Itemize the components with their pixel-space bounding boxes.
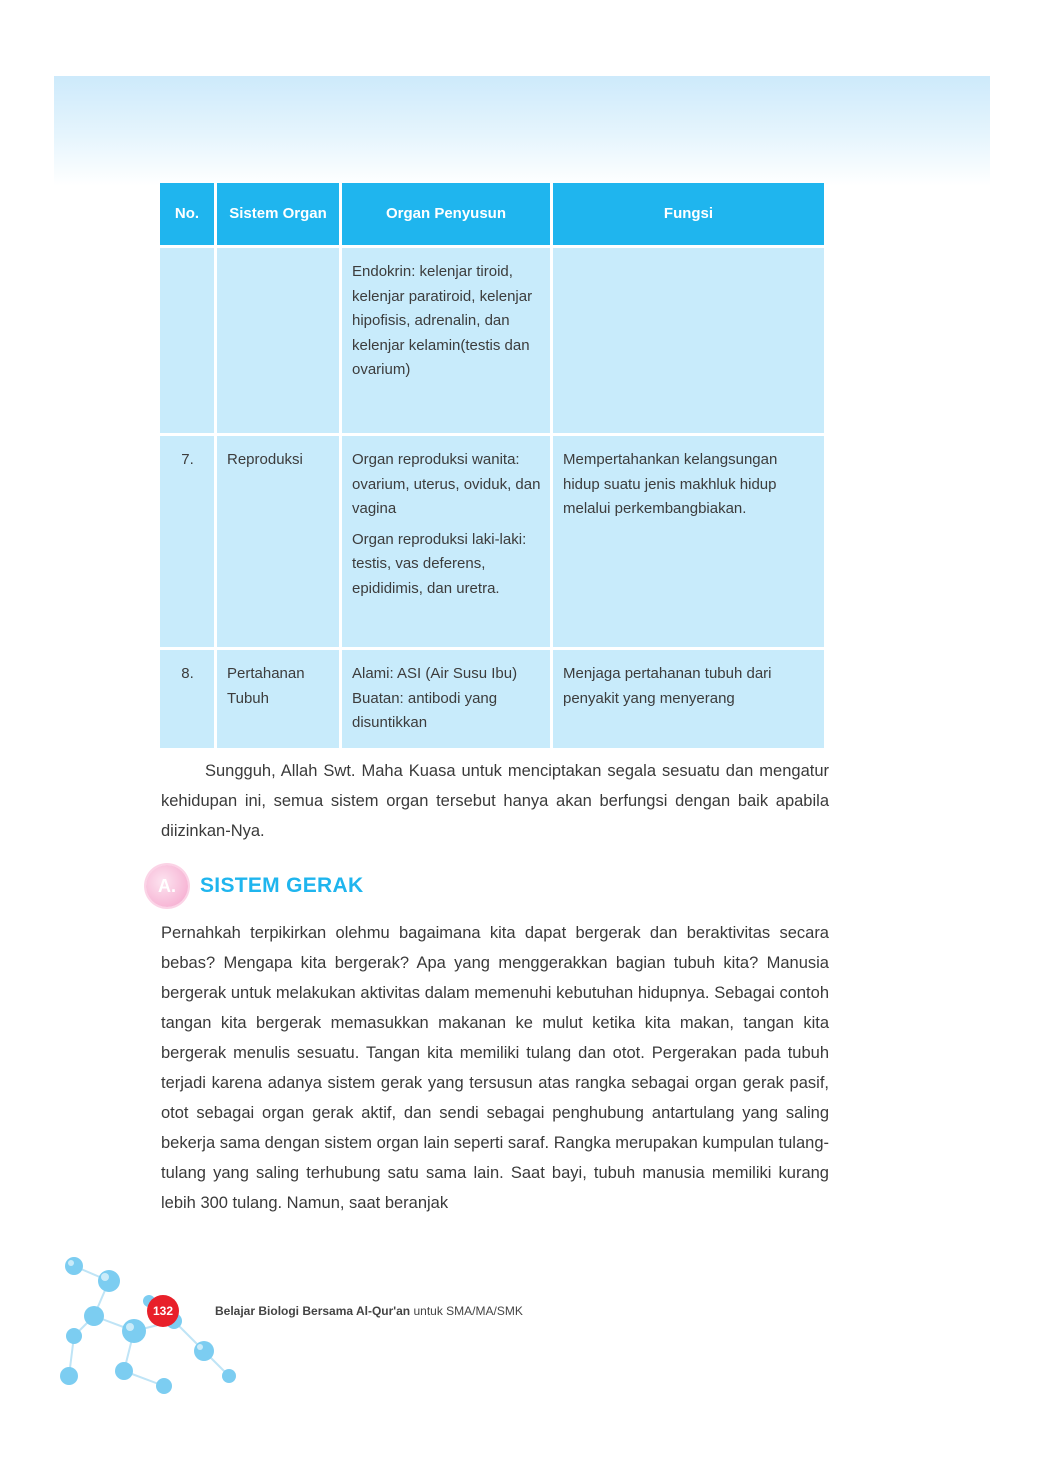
cell-fungsi: Mempertahankan kelangsungan hidup suatu jenis makhluk hidup melalui perkembangbiakan. [553, 433, 824, 647]
footer-book-title [215, 1304, 523, 1318]
cell-organ [342, 433, 550, 647]
section-badge: A. [146, 865, 188, 907]
book-page [54, 76, 990, 1403]
cell-no [160, 245, 214, 433]
header-no: No. [160, 183, 214, 245]
closing-paragraph: Sungguh, Allah Swt. Maha Kuasa untuk menciptakan segala sesuatu dan mengatur kehidupan ini, semua sistem organ tersebut hanya akan berfungsi dengan baik apabila diizinkan-Nya. [161, 762, 829, 840]
cell-fungsi: Menjaga pertahanan tubuh dari penyakit yang menyerang [553, 647, 824, 748]
section-title: SISTEM GERAK [200, 874, 364, 897]
header-gradient-band [54, 76, 990, 186]
table-row [160, 245, 824, 433]
page-footer [147, 1294, 523, 1328]
table-row [160, 647, 824, 748]
cell-no: 8. [160, 647, 214, 748]
cell-sistem: Reproduksi [217, 433, 339, 647]
header-organ-penyusun: Organ Penyusun [342, 183, 550, 245]
header-sistem-organ: Sistem Organ [217, 183, 339, 245]
body-text-block [161, 918, 829, 1218]
cell-organ [342, 647, 550, 748]
cell-no: 7. [160, 433, 214, 647]
book-audience: untuk SMA/MA/SMK [413, 1304, 523, 1318]
organ-system-table [157, 183, 827, 748]
organ-line: Organ reproduksi laki-laki: testis, vas deferens, epididimis, dan uretra. [352, 530, 527, 597]
organ-line: Organ reproduksi wanita: ovarium, uterus, oviduk, dan vagina [352, 451, 541, 517]
body-paragraph: Pernahkah terpikirkan olehmu bagaimana kita dapat bergerak dan beraktivitas secara bebas? Mengapa kita bergerak? Apa yang menggerakkan bagian tubuh kita? Manusia bergerak untuk melakukan aktivitas dalam memenuhi kebutuhan hidupnya. Sebagai contoh tangan kita bergerak memasukkan makanan ke mulut ketika kita makan, tangan kita bergerak menulis sesuatu. Tangan kita memiliki tulang dan otot. Pergerakan pada tubuh terjadi karena adanya sistem gerak yang tersusun atas rangka sebagai organ gerak pasif, otot sebagai organ gerak aktif, dan sendi sebagai penghubung antartulang yang saling bekerja sama dengan sistem organ lain seperti saraf. Rangka merupakan kumpulan tulang-tulang yang saling terhubung satu sama lain. Saat bayi, tubuh manusia memiliki kurang lebih 300 tulang. Namun, saat beranjak [161, 924, 829, 1212]
page-number-badge: 132 [147, 1295, 179, 1327]
table-row [160, 433, 824, 647]
organ-line: Endokrin: kelenjar tiroid, kelenjar paratiroid, kelenjar hipofisis, adrenalin, dan kelenjar kelamin(testis dan ovarium) [352, 263, 533, 378]
organ-line: Alami: ASI (Air Susu Ibu) [352, 665, 518, 682]
cell-sistem: Pertahanan Tubuh [217, 647, 339, 748]
cell-fungsi [553, 245, 824, 433]
header-fungsi: Fungsi [553, 183, 824, 245]
organ-line: Buatan: antibodi yang disuntikkan [352, 689, 498, 731]
section-heading [146, 864, 363, 908]
cell-organ [342, 245, 550, 433]
cell-sistem [217, 245, 339, 433]
table-header-row [160, 183, 824, 245]
closing-paragraph-block [161, 756, 829, 846]
book-title: Belajar Biologi Bersama Al-Qur'an [215, 1304, 411, 1318]
